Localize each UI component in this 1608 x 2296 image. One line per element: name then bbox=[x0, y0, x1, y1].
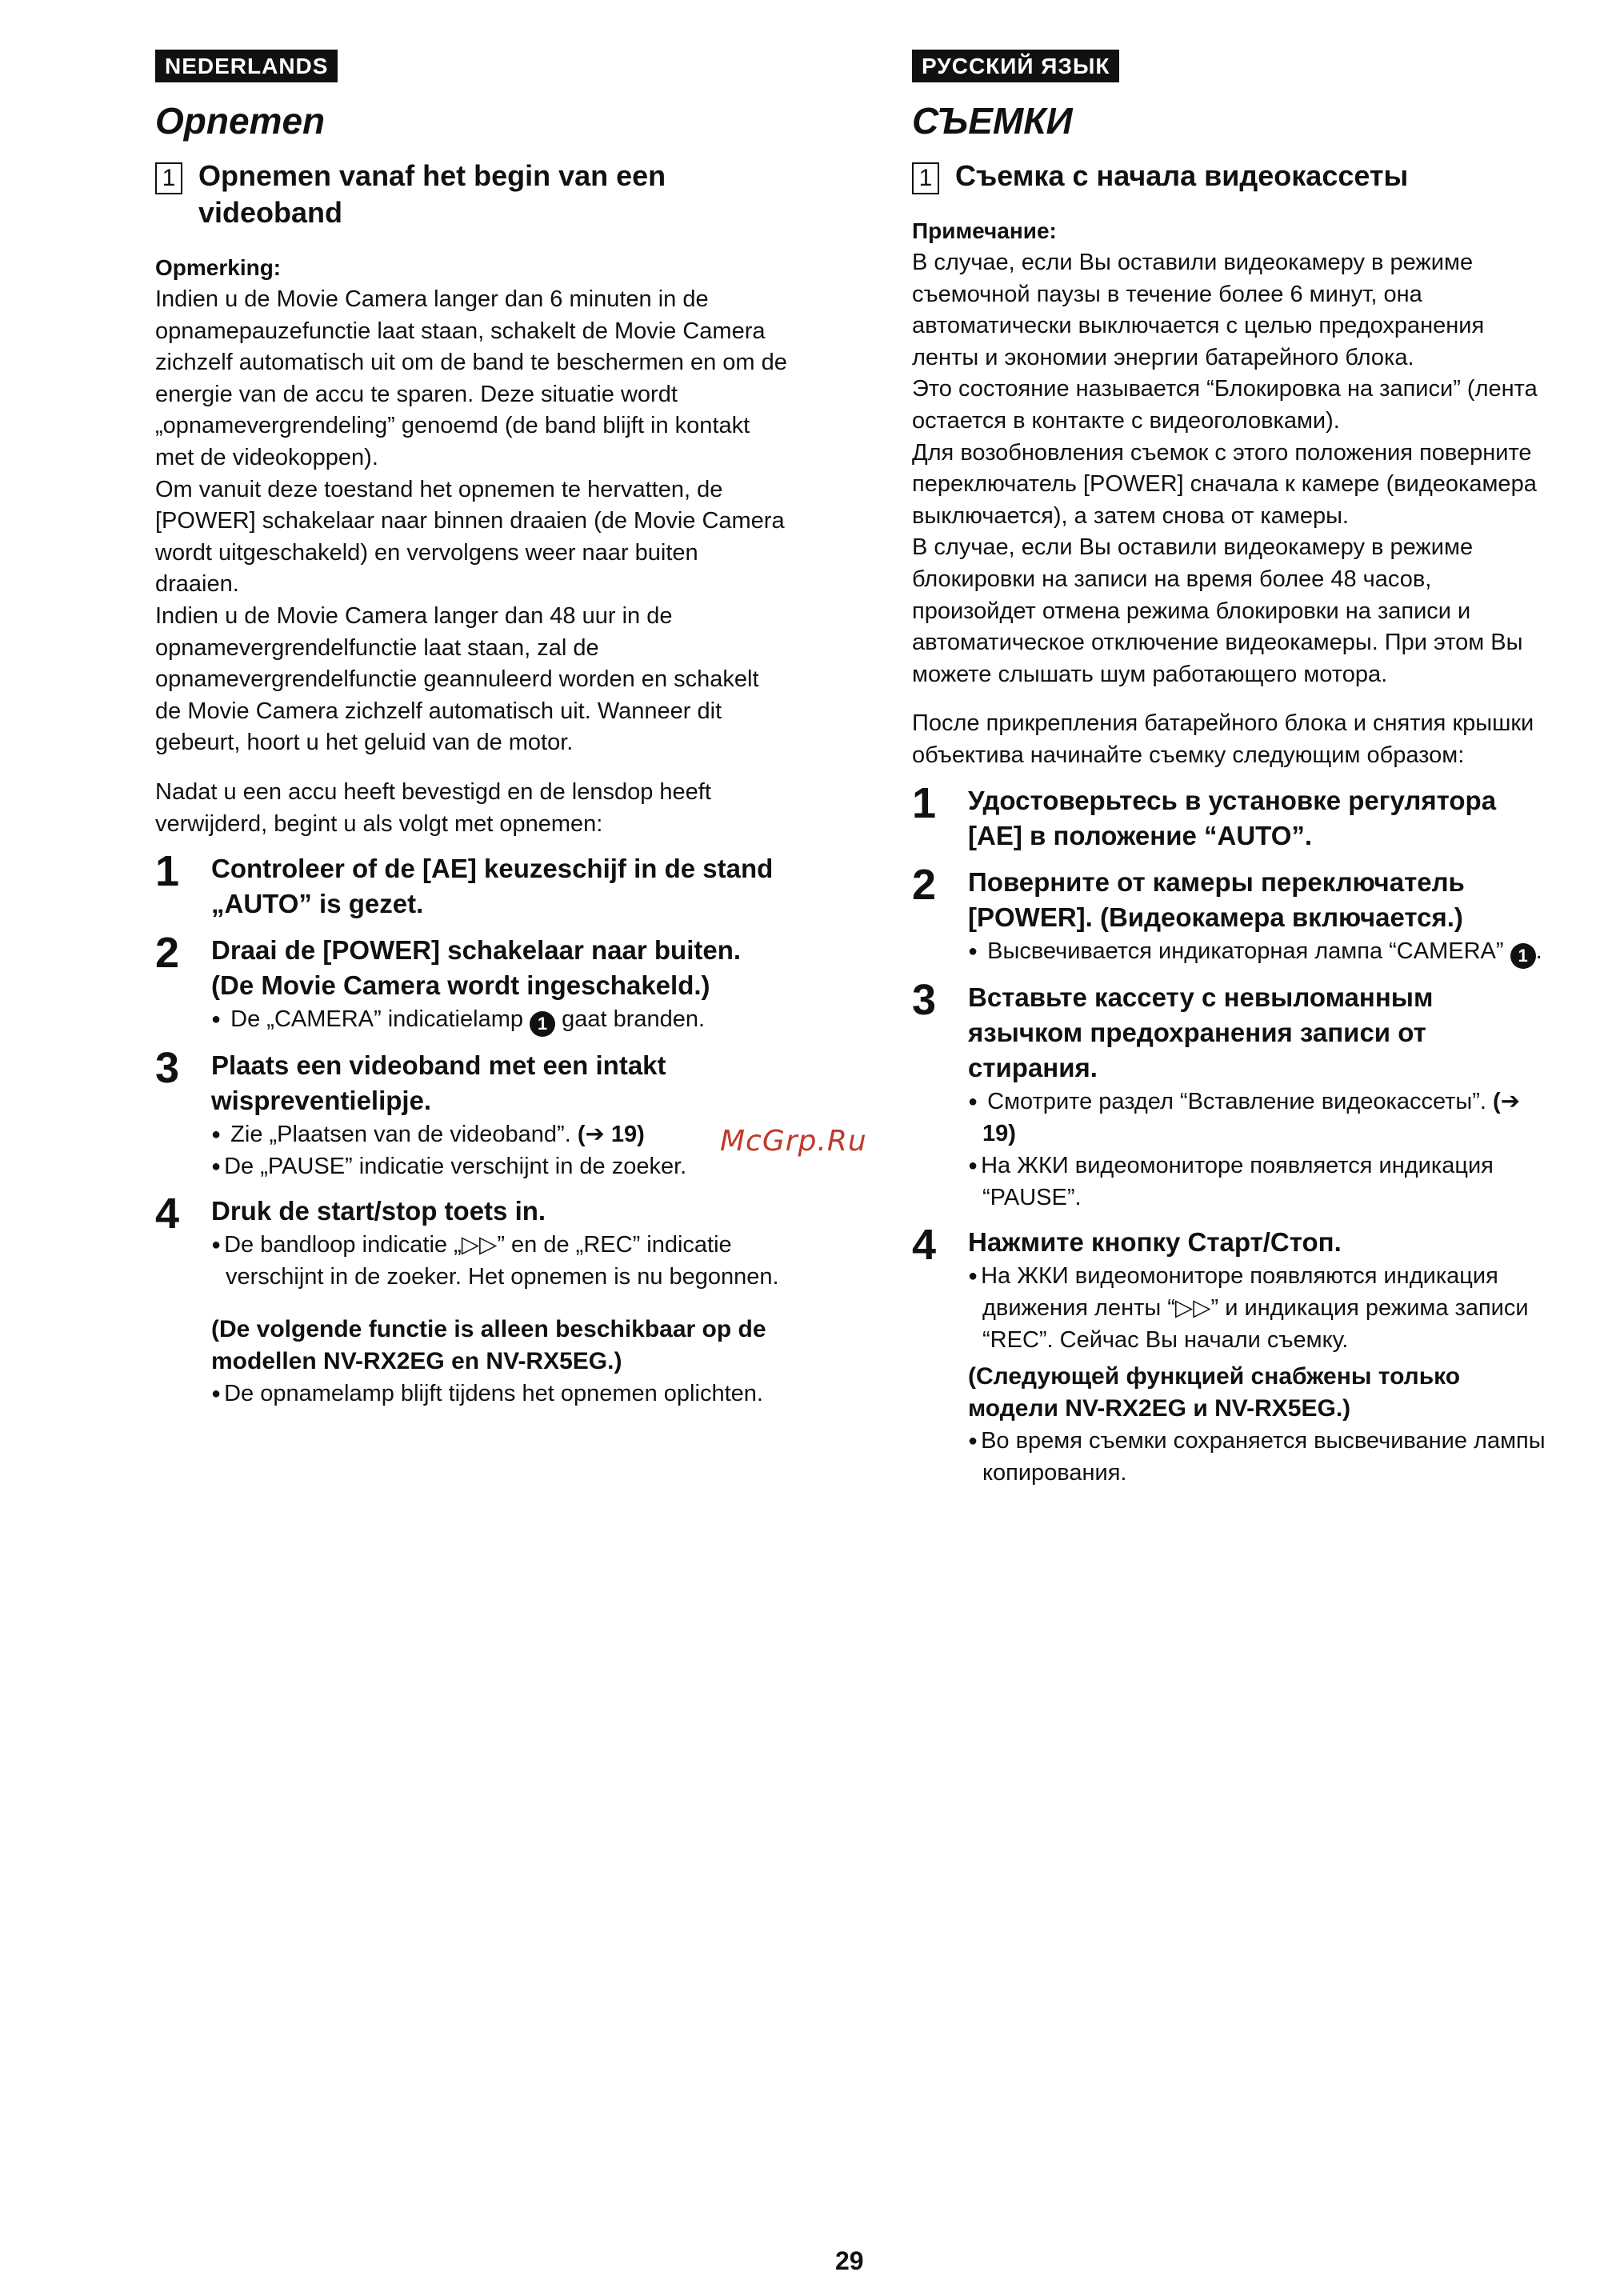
bullet-item bbox=[211, 1118, 787, 1150]
step-number: 1 bbox=[912, 778, 937, 827]
page-number: 29 bbox=[835, 2246, 864, 2275]
step-title: Вставьте кассету с невыломанным язычком предохранения записи от стирания. bbox=[968, 982, 1434, 1082]
subsection-heading bbox=[912, 158, 1552, 194]
bullet-item: ● De opnamelamp blijft tijdens het opnemen oplichten. bbox=[211, 1378, 787, 1410]
note-paragraph-3: Для возобновления съемок с этого положения поверните переключатель [POWER] сначала к камере (видеокамера выключается), а затем снова от камеры. bbox=[912, 439, 1537, 529]
note-paragraph-2: Это состояние называется “Блокировка на записи” (лента остается в контакте с видеоголовками). bbox=[912, 376, 1538, 434]
bullet-text: . bbox=[1535, 938, 1542, 964]
note-label: Opmerking: bbox=[155, 255, 282, 280]
page-reference: (➔ 19) bbox=[982, 1088, 1520, 1146]
step-4 bbox=[155, 1190, 787, 1293]
step-1 bbox=[155, 847, 787, 922]
column-russian bbox=[912, 50, 1552, 1489]
note-paragraph-4: В случае, если Вы оставили видеокамеру в режиме блокировки на записи на время более 48 часов, произойдет отмена режима блокировки на записи и автоматическое отключение видеокамеры. При этом Вы можете слышать шум работающего мотора. bbox=[912, 534, 1523, 687]
page-reference: (➔ 19) bbox=[577, 1122, 645, 1148]
intro-paragraph: Nadat u een accu heeft bevestigd en de lensdop heeft verwijderd, begint u als volgt met opnemen: bbox=[155, 778, 711, 837]
language-tag-dutch: NEDERLANDS bbox=[155, 50, 338, 82]
step-number: 4 bbox=[912, 1220, 937, 1269]
bullet-item bbox=[968, 1086, 1552, 1150]
step-number: 2 bbox=[912, 860, 937, 909]
bullet-item: ● На ЖКИ видеомониторе появляются индикация движения ленты “▷▷” и индикация режима записи “REC”. Сейчас Вы начали съемку. bbox=[968, 1260, 1552, 1356]
column-dutch bbox=[155, 50, 787, 1410]
bullet-text: Zie „Plaatsen van de videoband”. bbox=[230, 1122, 571, 1148]
step-3 bbox=[912, 975, 1552, 1214]
step-number: 3 bbox=[912, 975, 937, 1024]
bullet-text: Смотрите раздел “Вставление видеокассеты”. bbox=[987, 1088, 1486, 1114]
note-label: Примечание: bbox=[912, 218, 1057, 243]
subsection-heading bbox=[155, 158, 787, 231]
models-note: (Следующей функцией снабжены только модели NV-RX2EG и NV-RX5EG.) bbox=[968, 1362, 1461, 1422]
step-number: 4 bbox=[155, 1190, 180, 1238]
bullet-item: ● De „PAUSE” indicatie verschijnt in de zoeker. bbox=[211, 1150, 787, 1182]
indicator-badge-icon: 1 bbox=[530, 1011, 555, 1037]
step-number: 3 bbox=[155, 1044, 180, 1093]
step-1 bbox=[912, 778, 1552, 854]
note-paragraph-3: Indien u de Movie Camera langer dan 48 uur in de opnamevergrendelfunctie laat staan, zal de opnamevergrendelfunctie geannuleerd worden en schakelt de Movie Camera zichzelf automatisch uit. Wanneer dit gebeurt, hoort u het geluid van de motor. bbox=[155, 602, 759, 756]
bullet-item: ● De bandloop indicatie „▷▷” en de „REC” indicatie verschijnt in de zoeker. Het opnemen is nu begonnen. bbox=[211, 1229, 787, 1293]
step-number: 2 bbox=[155, 929, 180, 978]
models-note: (De volgende functie is alleen beschikbaar op de modellen NV-RX2EG en NV-RX5EG.) bbox=[211, 1316, 766, 1375]
step-title: Поверните от камеры переключатель [POWER]. (Видеокамера включается.) bbox=[968, 866, 1465, 932]
indicator-badge-icon: 1 bbox=[1510, 943, 1536, 969]
bullet-item: ● На ЖКИ видеомониторе появляется индикация “PAUSE”. bbox=[968, 1150, 1552, 1214]
section-title: Opnemen bbox=[155, 100, 326, 142]
note-paragraph-1: Indien u de Movie Camera langer dan 6 minuten in de opnamepauzefunctie laat staan, schakelt de Movie Camera zichzelf automatisch uit om de band te beschermen en om de energie van de accu te sparen. Deze situatie wordt „opnamevergrendeling” genoemd (de band blijft in kontakt met de videokoppen). bbox=[155, 286, 787, 470]
step-title: Draai de [POWER] schakelaar naar buiten. (De Movie Camera wordt ingeschakeld.) bbox=[211, 935, 742, 1001]
section-title: СЪЕМКИ bbox=[912, 100, 1073, 142]
intro-paragraph: После прикрепления батарейного блока и снятия крышки объектива начинайте съемку следующим образом: bbox=[912, 710, 1534, 768]
bullet-item bbox=[211, 1003, 787, 1037]
bullet-item: ● Во время съемки сохраняется высвечивание лампы копирования. bbox=[968, 1425, 1552, 1489]
step-4 bbox=[912, 1220, 1552, 1489]
step-title: Нажмите кнопку Старт/Стоп. bbox=[968, 1226, 1342, 1257]
step-3 bbox=[155, 1044, 787, 1182]
subsection-title: Opnemen vanaf het begin van een videoband bbox=[198, 159, 666, 229]
step-title: Druk de start/stop toets in. bbox=[211, 1196, 546, 1226]
note-paragraph-2: Om vanuit deze toestand het opnemen te hervatten, de [POWER] schakelaar naar binnen draaien (de Movie Camera wordt uitgeschakeld) en vervolgens weer naar buiten draaien. bbox=[155, 476, 785, 598]
language-tag-russian: РУССКИЙ ЯЗЫК bbox=[912, 50, 1119, 82]
bullet-text: De „CAMERA” indicatielamp bbox=[230, 1006, 523, 1033]
bullet-item bbox=[968, 935, 1552, 969]
step-title: Удостоверьтесь в установке регулятора [AE] в положение “AUTO”. bbox=[968, 785, 1497, 850]
step-number: 1 bbox=[155, 847, 180, 896]
step-title: Plaats een videoband met een intakt wispreventielipje. bbox=[211, 1050, 666, 1116]
subsection-title: Съемка с начала видеокассеты bbox=[955, 159, 1409, 192]
watermark: McGrp.Ru bbox=[720, 1125, 867, 1158]
bullet-text: gaat branden. bbox=[562, 1006, 706, 1033]
boxed-number: 1 bbox=[155, 162, 182, 194]
boxed-number: 1 bbox=[912, 162, 939, 194]
step-title: Controleer of de [AE] keuzeschijf in de stand „AUTO” is gezet. bbox=[211, 854, 774, 919]
note-paragraph-1: В случае, если Вы оставили видеокамеру в режиме съемочной паузы в течение более 6 минут, она автоматически выключается с целью предохранения ленты и экономии энергии батарейного блока. bbox=[912, 250, 1485, 370]
step-2 bbox=[155, 929, 787, 1037]
step-2 bbox=[912, 860, 1552, 969]
bullet-text: Высвечивается индикаторная лампа “CAMERA” bbox=[987, 938, 1504, 964]
